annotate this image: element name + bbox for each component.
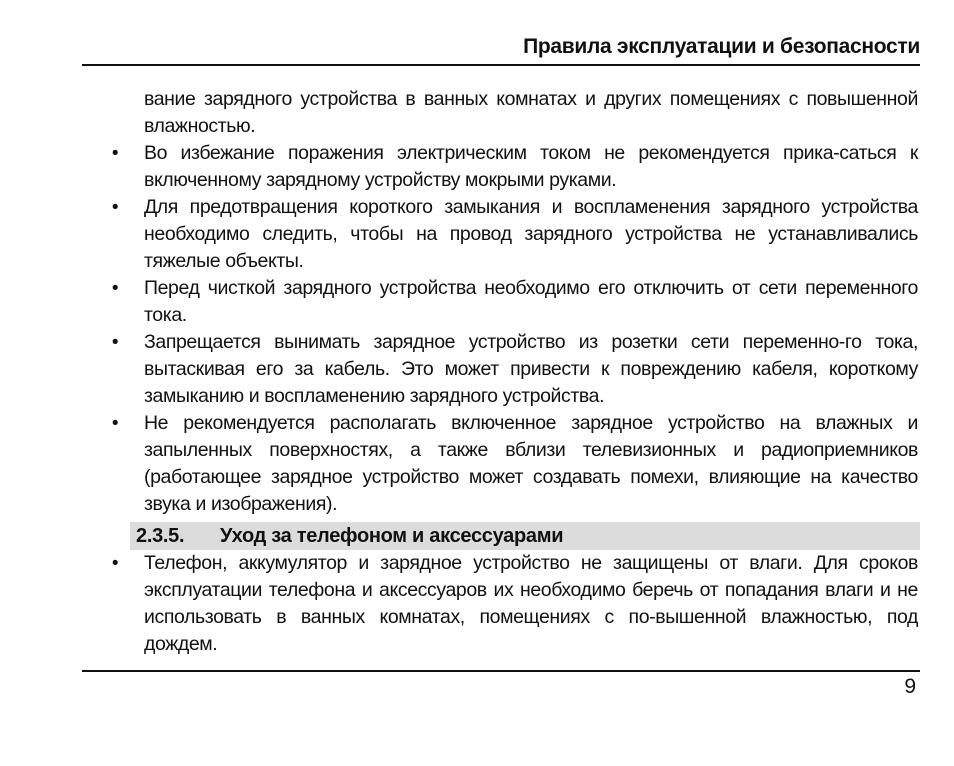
- bullet-icon: •: [111, 553, 119, 574]
- section-title: Уход за телефоном и аксессуарами: [220, 525, 564, 547]
- list-item: [111, 140, 918, 194]
- list-item-text: Во избежание поражения электрическим током не рекомендуется прика-саться к включенному зарядному устройству мокрыми руками.: [144, 142, 918, 191]
- list-item: [111, 550, 918, 658]
- list-item: [111, 329, 918, 410]
- section-heading: [130, 522, 920, 550]
- list-item: [111, 194, 918, 275]
- bullet-icon: •: [111, 413, 119, 434]
- running-header: Правила эксплуатации и безопасности: [523, 35, 920, 58]
- list-item: [111, 410, 918, 518]
- list-item-text: Для предотвращения короткого замыкания и воспламенения зарядного устройства необходимо следить, чтобы на провод зарядного устройства не устанавливались тяжелые объекты.: [144, 196, 918, 272]
- bullet-icon: •: [111, 143, 119, 164]
- footer-rule: [82, 670, 920, 672]
- list-item-text: Запрещается вынимать зарядное устройство из розетки сети переменно-го тока, вытаскивая его за кабель. Это может привести к повреждению кабеля, короткому замыканию и воспламенению зарядного устройства.: [144, 331, 918, 407]
- bullet-icon: •: [111, 332, 119, 353]
- page-content: [0, 86, 954, 658]
- section-number: 2.3.5.: [136, 525, 185, 547]
- continuation-paragraph: вание зарядного устройства в ванных комнатах и других помещениях с повышенной влажностью.: [144, 88, 918, 137]
- list-item: [111, 275, 918, 329]
- bullet-icon: •: [111, 278, 119, 299]
- list-item-text: Перед чисткой зарядного устройства необходимо его отключить от сети переменного тока.: [144, 277, 918, 326]
- page-number: 9: [904, 675, 916, 698]
- list-item-text: Не рекомендуется располагать включенное зарядное устройство на влажных и запыленных поверхностях, а также вблизи телевизионных и радиоприемников (работающее зарядное устройство может создавать помехи, влияющие на качество звука и изображения).: [144, 412, 918, 515]
- header-rule: [82, 64, 920, 66]
- list-item-text: Телефон, аккумулятор и зарядное устройство не защищены от влаги. Для сроков эксплуатации телефона и аксессуаров их необходимо беречь от попадания влаги и не использовать в ванных комнатах, помещениях с по-вышенной влажностью, под дождем.: [144, 552, 918, 655]
- bullet-icon: •: [111, 197, 119, 218]
